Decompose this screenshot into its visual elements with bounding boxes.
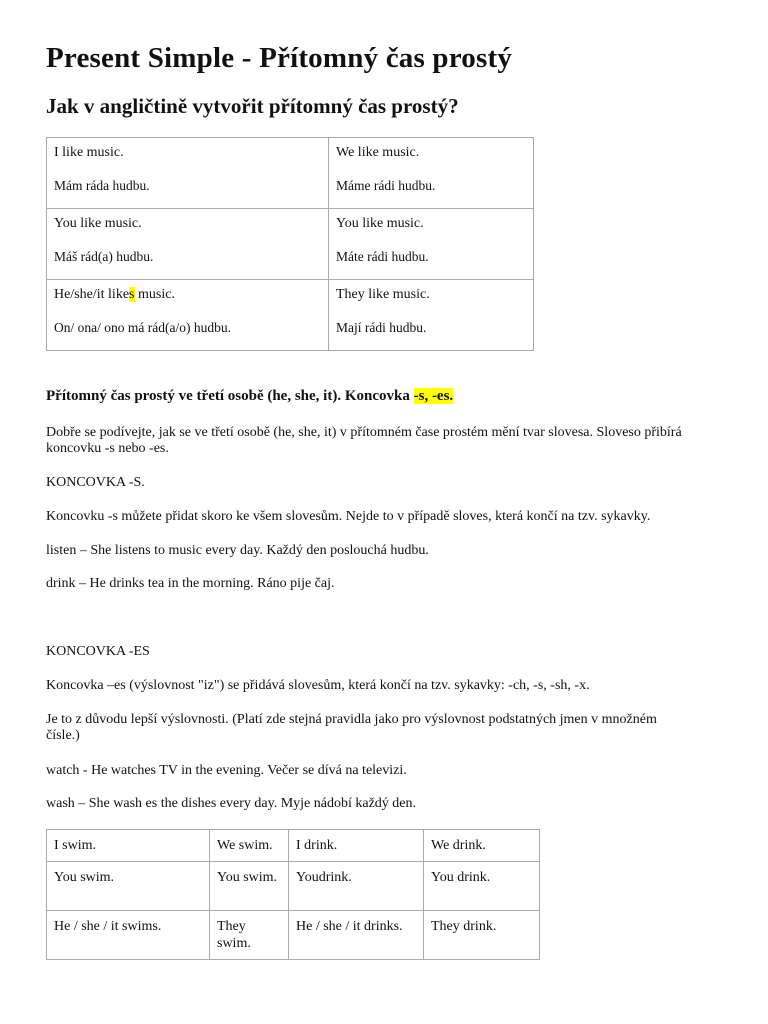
table-cell: I swim. [47, 830, 210, 862]
english-sentence: You like music. [54, 216, 142, 231]
table-row [47, 862, 540, 911]
table-cell [47, 138, 329, 209]
table-cell: You swim. [47, 862, 210, 911]
table-row [47, 280, 534, 351]
table-cell: We swim. [210, 830, 289, 862]
table-cell: We drink. [424, 830, 540, 862]
table-cell [329, 280, 534, 351]
english-sentence: They like music. [336, 287, 430, 302]
example-sentence: watch - He watches TV in the evening. Večer se dívá na televizi. [46, 763, 407, 778]
example-sentence: listen – She listens to music every day. Každý den poslouchá hudbu. [46, 543, 429, 558]
table-cell: You drink. [424, 862, 540, 911]
czech-translation: Mám ráda hudbu. [54, 178, 150, 193]
section-heading [46, 388, 453, 405]
table-row [47, 830, 540, 862]
table-row [47, 209, 534, 280]
english-sentence: We like music. [336, 145, 420, 160]
paragraph: Dobře se podívejte, jak se ve třetí osobě (he, she, it) v přítomném čase prostém mění tvar slovesa. Sloveso přibírá koncovku -s nebo -es. [46, 425, 682, 456]
table-cell: He / she / it drinks. [289, 911, 424, 960]
page-title: Present Simple - Přítomný čas prostý [46, 42, 513, 74]
paragraph: Je to z důvodu lepší výslovnosti. (Platí zde stejná pravidla jako pro výslovnost podstatných jmen v množném čísle.) [46, 712, 657, 743]
table-cell [47, 209, 329, 280]
english-sentence [54, 286, 321, 303]
czech-translation: On/ ona/ ono má rád(a/o) hudbu. [54, 320, 231, 335]
subheading: KONCOVKA -ES [46, 644, 150, 659]
highlighted-ending: -s, -es. [413, 388, 454, 404]
example-sentence: drink – He drinks tea in the morning. Ráno pije čaj. [46, 576, 335, 591]
table-cell [329, 209, 534, 280]
sentence-part: He/she/it like [54, 287, 130, 302]
table-cell [329, 138, 534, 209]
subheading: KONCOVKA -S. [46, 475, 145, 490]
highlighted-ending: s [129, 287, 135, 302]
table-cell: I drink. [289, 830, 424, 862]
example-sentence: wash – She wash es the dishes every day. Myje nádobí každý den. [46, 796, 417, 811]
table-row [47, 138, 534, 209]
czech-translation: Máme rádi hudbu. [336, 178, 436, 193]
paragraph: Koncovku -s můžete přidat skoro ke všem slovesům. Nejde to v případě sloves, která končí na tzv. sykavky. [46, 509, 651, 524]
table-cell [47, 280, 329, 351]
section-heading-text: Přítomný čas prostý ve třetí osobě (he, she, it). Koncovka [46, 388, 414, 404]
table-row [47, 911, 540, 960]
table-cell: You swim. [210, 862, 289, 911]
table-cell: He / she / it swims. [47, 911, 210, 960]
page-subtitle: Jak v angličtině vytvořit přítomný čas prostý? [46, 94, 459, 118]
paragraph: Koncovka –es (výslovnost "iz") se přidává slovesům, která končí na tzv. sykavky: -ch, -s, -sh, -x. [46, 678, 590, 693]
conjugation-table-like [46, 137, 534, 351]
conjugation-table-swim-drink [46, 829, 540, 960]
czech-translation: Máte rádi hudbu. [336, 249, 429, 264]
table-cell: They swim. [210, 911, 289, 960]
table-cell: Youdrink. [289, 862, 424, 911]
english-sentence: I like music. [54, 145, 124, 160]
table-cell: They drink. [424, 911, 540, 960]
english-sentence: You like music. [336, 216, 424, 231]
czech-translation: Mají rádi hudbu. [336, 320, 427, 335]
czech-translation: Máš rád(a) hudbu. [54, 249, 154, 264]
sentence-part: music. [134, 287, 175, 302]
